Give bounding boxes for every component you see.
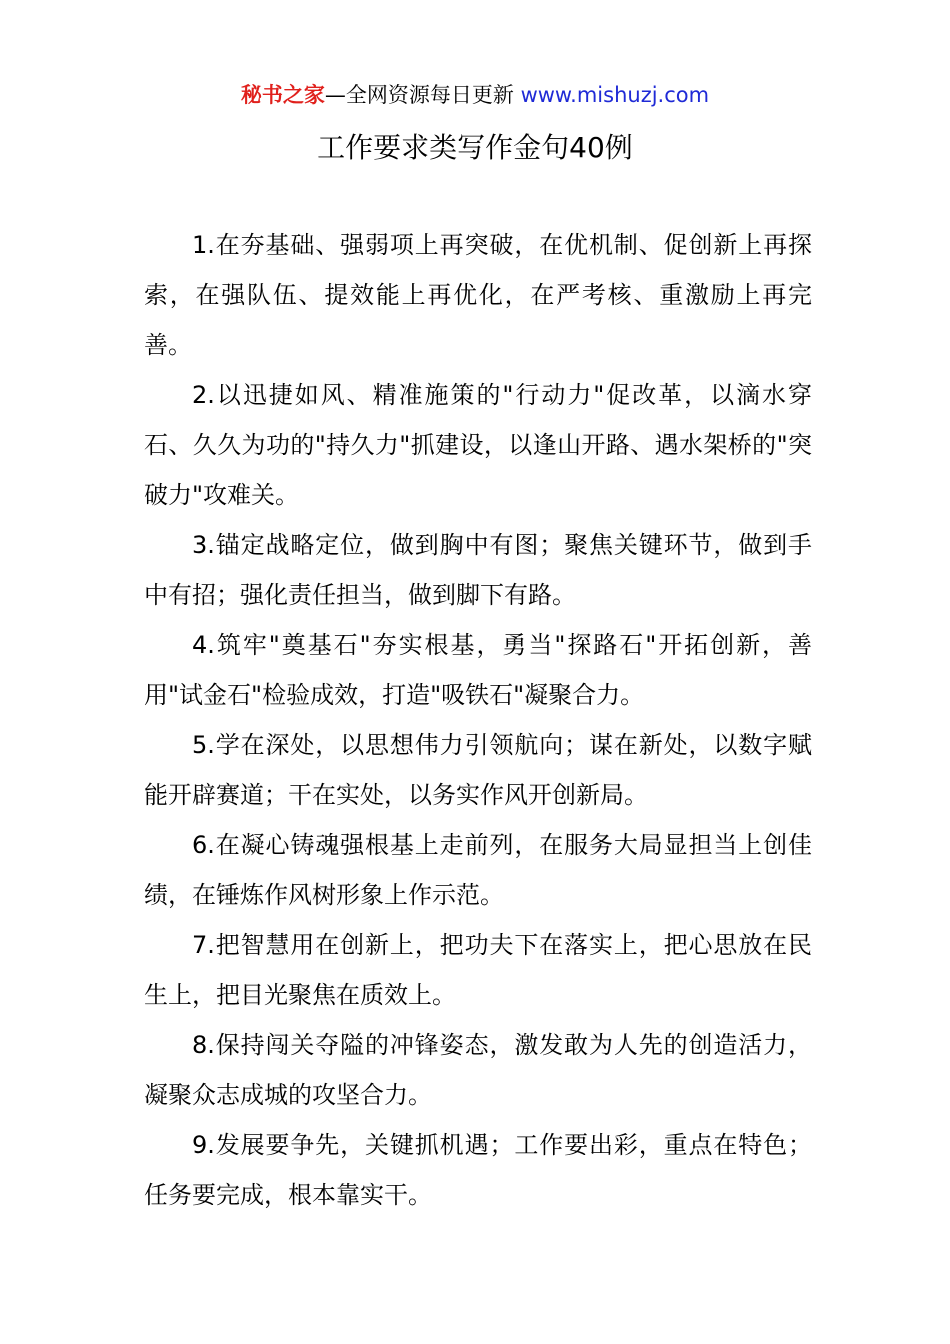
document-title: 工作要求类写作金句40例 <box>317 131 633 164</box>
paragraph-1: 1.在夯基础、强弱项上再突破，在优机制、促创新上再探索，在强队伍、提效能上再优化，在严考核、重激励上再完善。 <box>144 231 812 359</box>
site-brand: 秘书之家 <box>240 83 325 107</box>
document-body <box>144 220 812 1220</box>
site-header <box>0 78 950 112</box>
paragraph-4: 4.筑牢"奠基石"夯实根基，勇当"探路石"开拓创新，善用"试金石"检验成效，打造"吸铁石"凝聚合力。 <box>144 631 812 709</box>
paragraph-7: 7.把智慧用在创新上，把功夫下在落实上，把心思放在民生上，把目光聚焦在质效上。 <box>144 931 812 1009</box>
paragraph-8: 8.保持闯关夺隘的冲锋姿态，激发敢为人先的创造活力，凝聚众志成城的攻坚合力。 <box>144 1031 812 1109</box>
paragraph-2: 2.以迅捷如风、精准施策的"行动力"促改革，以滴水穿石、久久为功的"持久力"抓建设，以逢山开路、遇水架桥的"突破力"攻难关。 <box>144 381 812 509</box>
site-url-link[interactable]: www.mishuzj.com <box>520 83 710 107</box>
paragraph-3: 3.锚定战略定位，做到胸中有图；聚焦关键环节，做到手中有招；强化责任担当，做到脚下有路。 <box>144 531 812 609</box>
site-tagline: —全网资源每日更新 <box>324 83 514 107</box>
paragraph-6: 6.在凝心铸魂强根基上走前列，在服务大局显担当上创佳绩，在锤炼作风树形象上作示范。 <box>144 831 812 909</box>
paragraph-9: 9.发展要争先，关键抓机遇；工作要出彩，重点在特色；任务要完成，根本靠实干。 <box>144 1131 812 1209</box>
paragraph-5: 5.学在深处，以思想伟力引领航向；谋在新处，以数字赋能开辟赛道；干在实处，以务实作风开创新局。 <box>144 731 812 809</box>
